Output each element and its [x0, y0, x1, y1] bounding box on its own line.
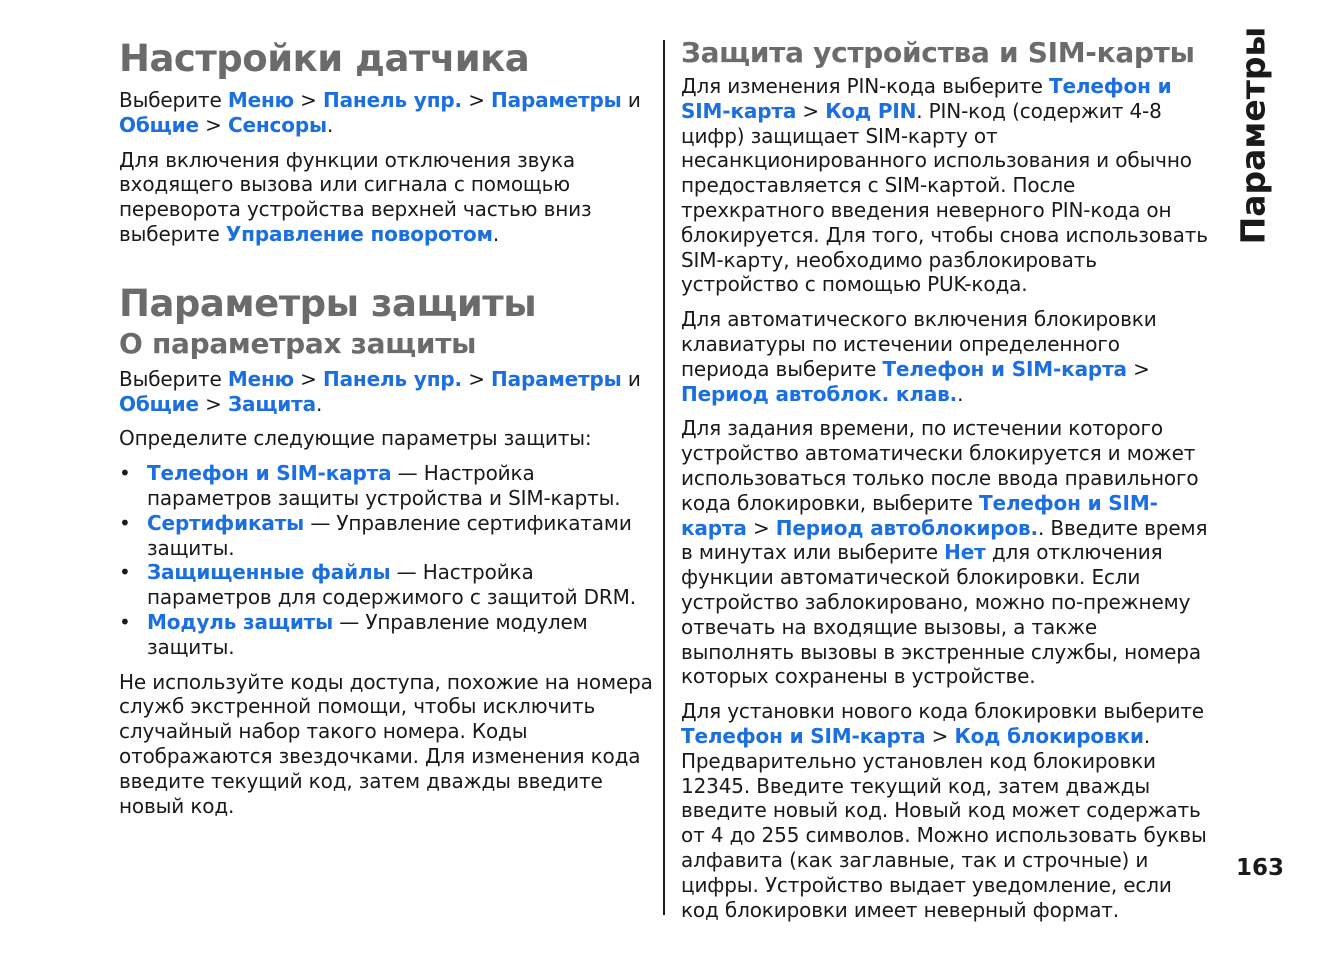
sensor-paragraph: Для включения функции отключения звука входящего вызова или сигнала с помощью переворота устройства верхней частью вниз выберите Управление поворотом.: [119, 147, 592, 246]
list-item: • Телефон и SIM-карта — Настройка параметров защиты устройства и SIM-карты.: [119, 461, 621, 510]
about-security-heading: О параметрах защиты: [119, 326, 477, 360]
security-module-link[interactable]: Модуль защиты: [147, 609, 334, 634]
phone-sim-link[interactable]: Телефон и SIM-карта: [882, 356, 1127, 381]
column-divider: [663, 40, 665, 915]
settings-link[interactable]: Параметры: [491, 366, 622, 391]
phone-sim-link[interactable]: Телефон и SIM-карта: [681, 723, 926, 748]
lock-code-paragraph: Для установки нового кода блокировки выберите Телефон и SIM-карта > Код блокировки. Предварительно установлен код блокировки 12345. Введите текущий код, затем дважды введите новый код. Новый код может содержать от 4 до 255 символов. Можно использовать буквы алфавита (как заглавные, так и строчные) и цифры. Устройство выдает уведомление, если код блокировки имеет неверный формат.: [681, 699, 1207, 922]
pin-code-link[interactable]: Код PIN: [825, 98, 917, 123]
lock-code-link[interactable]: Код блокировки: [954, 723, 1144, 748]
menu-link[interactable]: Меню: [227, 366, 294, 391]
security-settings-path: Выберите Меню > Панель упр. > Параметры и Общие > Защита.: [119, 366, 641, 416]
pin-code-paragraph: Для изменения PIN-кода выберите Телефон и SIM-карта > Код PIN. PIN-код (содержит 4-8 цифр) защищает SIM-карту от несанкционированного использования и обычно предоставляется с SIM-картой. После трехкратного введения неверного PIN-кода он блокируется. Для того, чтобы снова использовать SIM-карту, необходимо разблокировать устройство с помощью PUK-кода.: [681, 74, 1208, 297]
general-link[interactable]: Общие: [119, 112, 199, 137]
phone-sim-link[interactable]: Телефон и SIM-карта: [147, 461, 392, 486]
control-panel-link[interactable]: Панель упр.: [322, 366, 462, 391]
security-options-list: [119, 461, 659, 659]
menu-link[interactable]: Меню: [227, 88, 294, 112]
general-link[interactable]: Общие: [119, 391, 199, 416]
list-item: • Сертификаты — Управление сертификатами защиты.: [119, 510, 632, 560]
security-link[interactable]: Защита: [227, 391, 316, 416]
sensor-settings-heading: Настройки датчика: [119, 37, 530, 80]
sensor-settings-path: Выберите Меню > Панель упр. > Параметры и Общие > Сенсоры.: [119, 88, 641, 137]
protected-files-link[interactable]: Защищенные файлы: [147, 560, 391, 585]
list-item: • Модуль защиты — Управление модулем защиты.: [119, 609, 588, 659]
autolock-period-link[interactable]: Период автоблокиров.: [775, 515, 1038, 540]
define-settings-text: Определите следующие параметры защиты:: [119, 426, 592, 451]
phone-sim-link[interactable]: Телефон и SIM-карта: [681, 74, 1172, 123]
autolock-paragraph: Для задания времени, по истечении которого устройство автоматически блокируется и может использоваться только после ввода правильного кода блокировки, выберите Телефон и SIM-карта > Период автоблокиров.. Введите время в минутах или выберите Нет для отключения функции автоматической блокировки. Если устройство заблокировано, можно по-прежнему отвечать на входящие вызовы, а также выполнять вызовы в экстренные службы, номера которых сохранены в устройстве.: [681, 416, 1208, 689]
security-settings-heading: Параметры защиты: [119, 281, 537, 325]
left-column: [119, 36, 659, 818]
page-number: 163: [1236, 855, 1285, 881]
device-sim-security-heading: Защита устройства и SIM-карты: [681, 36, 1195, 69]
settings-link[interactable]: Параметры: [491, 88, 622, 112]
section-side-label: [1228, 26, 1278, 244]
phone-sim-link[interactable]: Телефон и SIM-карта: [681, 490, 1158, 540]
list-item: • Защищенные файлы — Настройка параметров для содержимого с защитой DRM.: [119, 560, 636, 610]
none-option-link[interactable]: Нет: [944, 540, 986, 565]
sensors-link[interactable]: Сенсоры: [227, 112, 327, 137]
certificates-link[interactable]: Сертификаты: [147, 510, 305, 535]
right-column: [681, 36, 1213, 922]
section-label-text: Параметры: [1233, 26, 1273, 244]
keypad-autolock-period-link[interactable]: Период автоблок. клав.: [681, 381, 958, 406]
turn-control-link[interactable]: Управление поворотом: [225, 221, 493, 246]
keypad-lock-paragraph: Для автоматического включения блокировки клавиатуры по истечении определенного периода выберите Телефон и SIM-карта > Период автоблок. клав..: [681, 307, 1157, 406]
access-codes-paragraph: Не используйте коды доступа, похожие на номера служб экстренной помощи, чтобы исключить случайный набор такого номера. Коды отображаются звездочками. Для изменения кода введите текущий код, затем дважды введите новый код.: [119, 669, 653, 818]
control-panel-link[interactable]: Панель упр.: [322, 88, 462, 112]
